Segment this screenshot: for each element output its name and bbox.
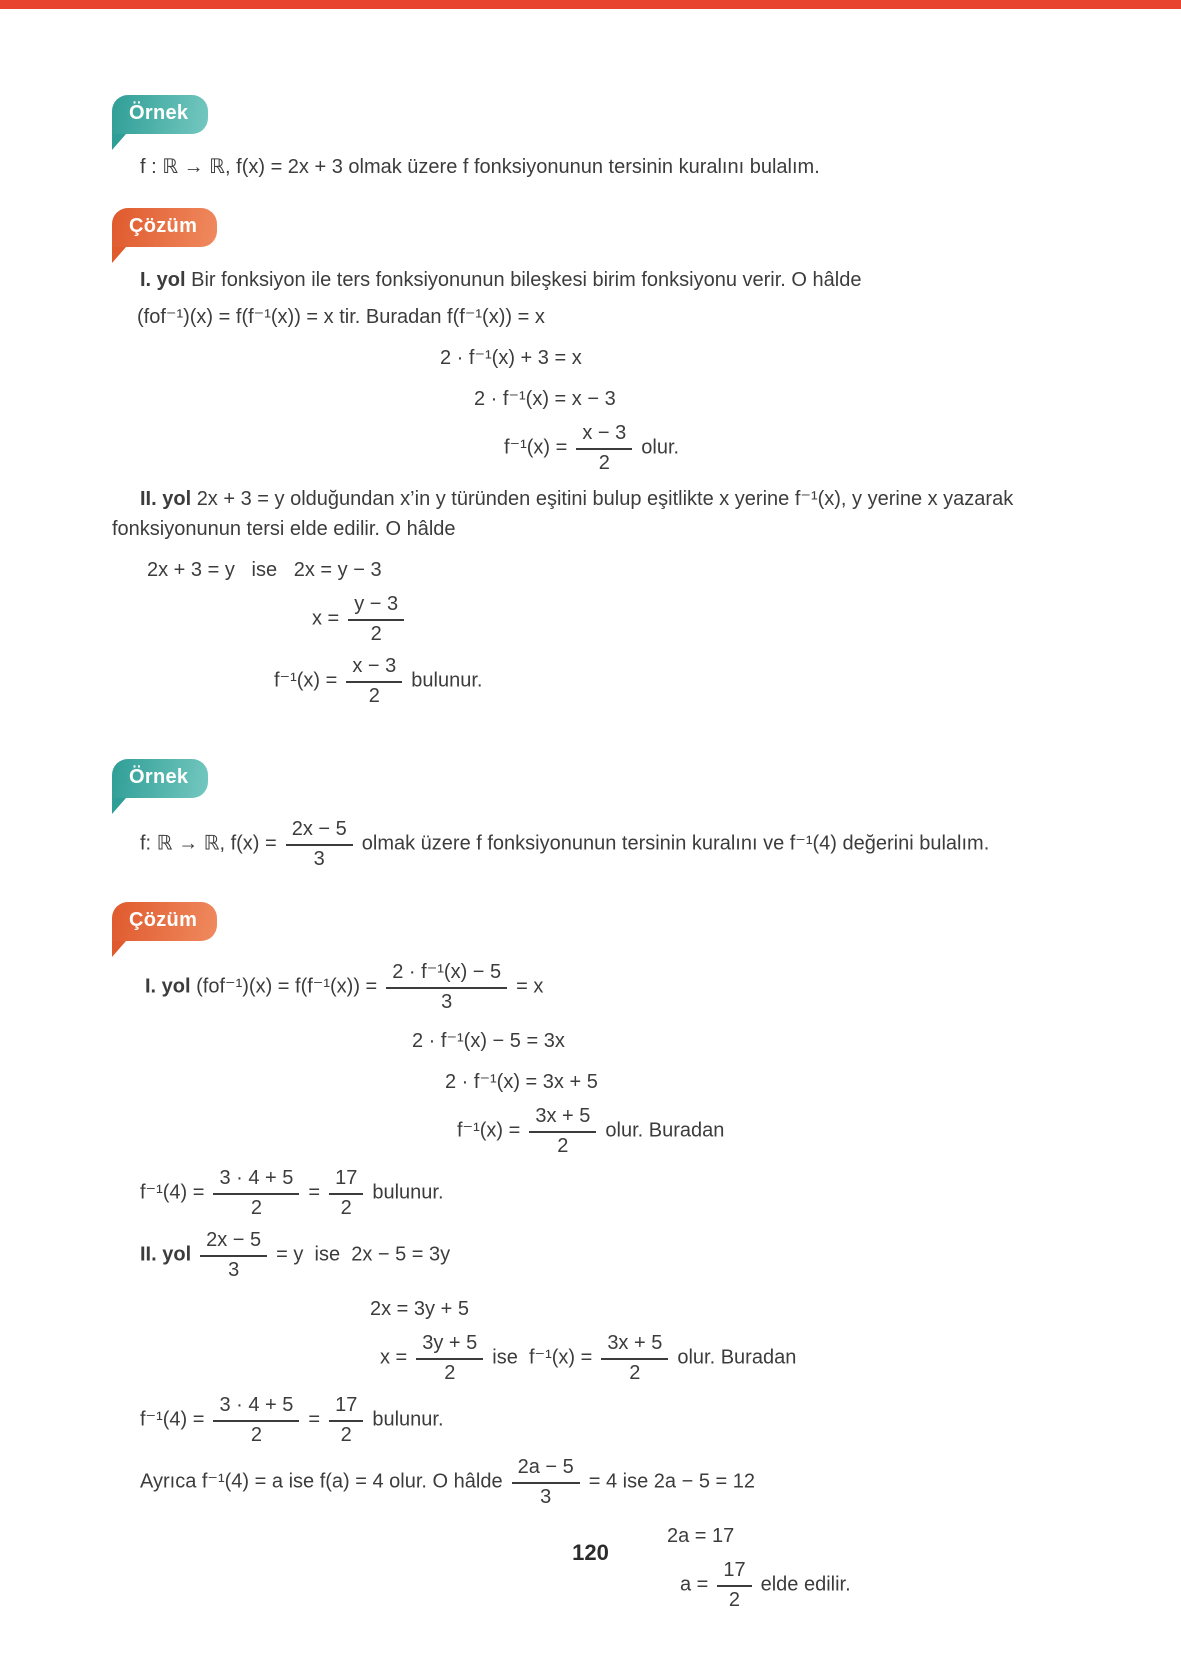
ornek-badge: Örnek xyxy=(112,759,208,798)
numerator: x − 3 xyxy=(576,420,632,450)
denominator: 2 xyxy=(557,1135,569,1157)
equation-line: f⁻¹(4) = $\frac{3 \cdot 4 + 5}{2}$ = $\frac{17}{2}$ bulunur. xyxy=(140,1167,444,1219)
denominator: 2 xyxy=(250,1197,262,1219)
equation-line: II. yol $\frac{2x - 5}{3}$ = y ise 2x − 5 = 3y xyxy=(140,1229,451,1281)
equation-line: 2a = 17 xyxy=(667,1525,735,1547)
fraction xyxy=(512,1454,580,1510)
fraction xyxy=(386,959,507,1015)
fraction xyxy=(329,1165,363,1221)
denominator: 3 xyxy=(313,848,325,870)
example-2-header xyxy=(112,759,1111,798)
equation-line: 2 · f⁻¹(x) − 5 = 3x xyxy=(412,1030,565,1052)
numerator: 3y + 5 xyxy=(416,1330,483,1360)
equation-line: (fof⁻¹)(x) = f(f⁻¹(x)) = x tir. Buradan f(f⁻¹(x)) = x xyxy=(137,306,545,328)
denominator: 2 xyxy=(340,1424,352,1446)
numerator: x − 3 xyxy=(346,653,402,683)
way2-label: II. yol xyxy=(140,488,192,510)
solution-1-header xyxy=(112,208,1111,247)
denominator: 2 xyxy=(368,685,380,707)
numerator: 2x − 5 xyxy=(286,816,353,846)
fraction xyxy=(416,1330,483,1386)
numerator: 3 · 4 + 5 xyxy=(213,1392,299,1422)
equation-line: 2 · f⁻¹(x) + 3 = x xyxy=(440,347,582,369)
equation-line: 2 · f⁻¹(x) = 3x + 5 xyxy=(445,1071,598,1093)
fraction xyxy=(601,1330,668,1386)
numerator: 2a − 5 xyxy=(512,1454,580,1484)
equation-line: f⁻¹(4) = $\frac{3 \cdot 4 + 5}{2}$ = $\frac{17}{2}$ bulunur. xyxy=(140,1394,444,1446)
fraction xyxy=(200,1227,267,1283)
way1-label: I. yol xyxy=(140,269,186,291)
equation-line: x = $\frac{y - 3}{2}$ xyxy=(312,591,1111,647)
denominator: 2 xyxy=(250,1424,262,1446)
fraction xyxy=(213,1165,299,1221)
denominator: 3 xyxy=(228,1259,240,1281)
equation-line: f⁻¹(x) = $\frac{x - 3}{2}$ olur. xyxy=(504,422,680,474)
cozum-badge: Çözüm xyxy=(112,902,217,941)
equation-line: f⁻¹(x) = $\frac{x - 3}{2}$ bulunur. xyxy=(274,655,483,707)
equation-line: a = $\frac{17}{2}$ elde edilir. xyxy=(680,1559,851,1611)
numerator: 3x + 5 xyxy=(529,1103,596,1133)
denominator: 2 xyxy=(598,452,610,474)
way2-intro: II. yol 2x + 3 = y olduğundan x’in y türünden eşitini bulup eşitlikte x yerine f⁻¹(x), y yerine x yazarak fonksiyonunun tersi elde edilir. O hâlde xyxy=(112,488,1019,540)
denominator: 2 xyxy=(728,1589,741,1611)
numerator: 17 xyxy=(717,1557,751,1587)
solution-2-header xyxy=(112,902,1111,941)
numerator: 2x − 5 xyxy=(200,1227,267,1257)
ornek-badge: Örnek xyxy=(112,95,208,134)
equation-line: 2 · f⁻¹(x) = x − 3 xyxy=(474,388,616,410)
denominator: 2 xyxy=(370,623,382,645)
fraction xyxy=(346,653,402,709)
numerator: 17 xyxy=(329,1165,363,1195)
way1-intro: I. yol Bir fonksiyon ile ters fonksiyonunun bileşkesi birim fonksiyonu verir. O hâlde xyxy=(140,269,862,291)
fraction xyxy=(348,591,404,647)
example-1-header xyxy=(112,95,1111,134)
numerator: 2 · f⁻¹(x) − 5 xyxy=(386,959,507,989)
equation-line: 2x + 3 = y ise 2x = y − 3 xyxy=(147,559,382,581)
page-content xyxy=(0,9,1181,1613)
page-number: 120 xyxy=(572,1540,609,1565)
fraction xyxy=(213,1392,299,1448)
way1-label: I. yol xyxy=(145,975,191,998)
denominator: 3 xyxy=(441,991,453,1013)
numerator: 17 xyxy=(329,1392,363,1422)
denominator: 3 xyxy=(540,1486,552,1508)
denominator: 2 xyxy=(340,1197,352,1219)
denominator: 2 xyxy=(629,1362,641,1384)
equation-line: I. yol (fof⁻¹)(x) = f(f⁻¹(x)) = $\frac{\text{2 · f⁻¹(x) − 5}}{3}$ = x xyxy=(145,961,544,1013)
numerator: y − 3 xyxy=(348,591,404,621)
fraction xyxy=(576,420,632,476)
way2-label: II. yol xyxy=(140,1243,192,1266)
equation-line: f⁻¹(x) = $\frac{3x + 5}{2}$ olur. Buradan xyxy=(457,1105,725,1157)
denominator: 2 xyxy=(444,1362,456,1384)
equation-line: 2x = 3y + 5 xyxy=(370,1298,469,1320)
numerator: 3 · 4 + 5 xyxy=(213,1165,299,1195)
example-2-problem: f: ℝ → ℝ, f(x) = $\frac{2x - 5}{3}$ olmak üzere f fonksiyonunun tersinin kuralını ve f⁻¹(4) değerini bulalım. xyxy=(140,818,990,870)
top-accent-bar xyxy=(0,0,1181,9)
fraction xyxy=(529,1103,596,1159)
example-1-problem: f : ℝ → ℝ, f(x) = 2x + 3 olmak üzere f fonksiyonunun tersinin kuralını bulalım. xyxy=(140,156,820,178)
cozum-badge: Çözüm xyxy=(112,208,217,247)
equation-line: x = $\frac{3y + 5}{2}$ ise f⁻¹(x) = $\frac{3x + 5}{2}$ olur. Buradan xyxy=(380,1332,797,1384)
numerator: 3x + 5 xyxy=(601,1330,668,1360)
fraction xyxy=(329,1392,363,1448)
equation-line: Ayrıca f⁻¹(4) = a ise f(a) = 4 olur. O hâlde $\frac{2a - 5}{3}$ = 4 ise 2a − 5 = 12 xyxy=(140,1456,755,1508)
fraction xyxy=(286,816,353,872)
